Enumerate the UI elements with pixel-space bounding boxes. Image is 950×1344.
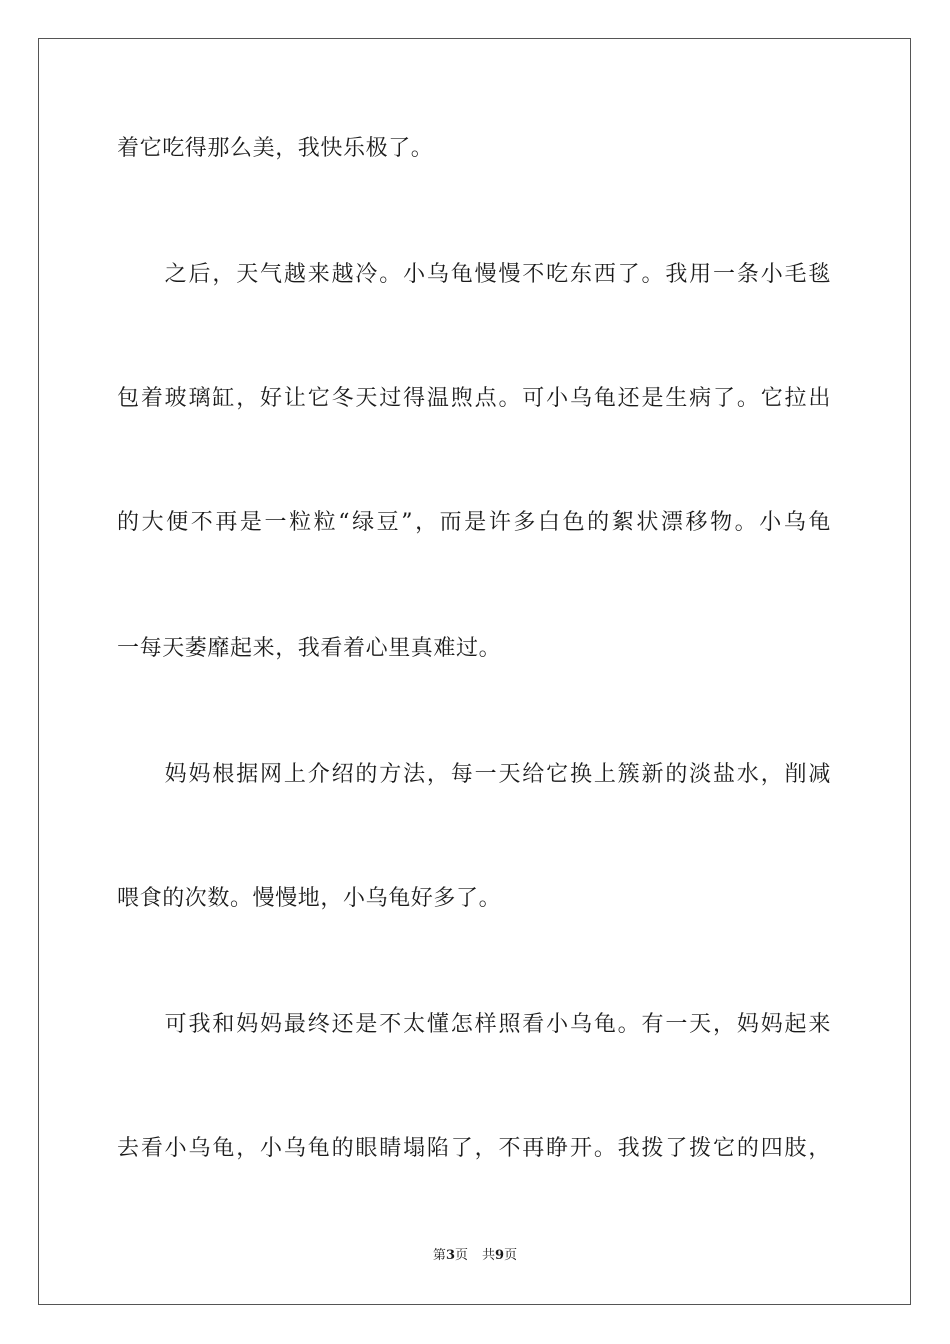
page-number-footer <box>0 1247 950 1265</box>
text-line-8: 可我和妈妈最终还是不太懂怎样照看小乌龟。有一天，妈妈起来 <box>117 1012 831 1037</box>
page-suffix: 页 <box>454 1248 468 1263</box>
text-line-3: 包着玻璃缸，好让它冬天过得温煦点。可小乌龟还是生病了。它拉出 <box>117 386 831 411</box>
current-page-number: 3 <box>445 1248 455 1263</box>
page-prefix: 第 <box>432 1248 446 1263</box>
text-line-4: 的大便不再是一粒粒“绿豆”，而是许多白色的絮状漂移物。小乌龟 <box>117 510 831 535</box>
text-line-6: 妈妈根据网上介绍的方法，每一天给它换上簇新的淡盐水，削减 <box>117 762 831 787</box>
text-line-2: 之后，天气越来越冷。小乌龟慢慢不吃东西了。我用一条小毛毯 <box>117 262 831 287</box>
text-line-9: 去看小乌龟，小乌龟的眼睛塌陷了，不再睁开。我拨了拨它的四肢， <box>117 1136 831 1161</box>
text-line-7: 喂食的次数。慢慢地，小乌龟好多了。 <box>117 886 502 911</box>
total-prefix: 共 <box>482 1248 496 1263</box>
total-suffix: 页 <box>504 1248 518 1263</box>
text-line-1: 着它吃得那么美，我快乐极了。 <box>117 136 434 161</box>
text-line-5: 一每天萎靡起来，我看着心里真难过。 <box>117 636 502 661</box>
page-border <box>38 38 911 1305</box>
total-page-number: 9 <box>495 1248 505 1263</box>
